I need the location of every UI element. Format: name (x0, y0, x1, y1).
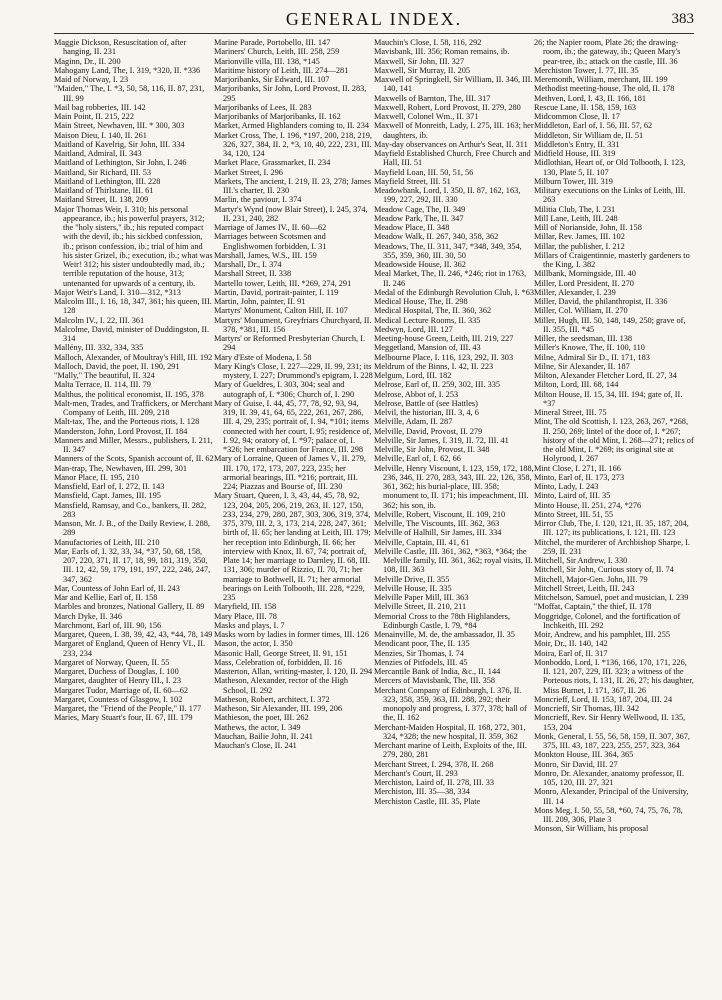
index-entry: Mitchell, Major-Gen. John, III. 79 (534, 574, 648, 584)
index-entry: Mathieson, the poet, III. 262 (214, 713, 309, 723)
index-entry: Monkton House, III. 364, 365 (534, 750, 634, 760)
index-entry: Merchant-Maiden Hospital, II. 168, 272, 301, 324, *328; the new hospital, II. 359, 362 (374, 722, 526, 741)
index-entry: Market Cross, The, I. 196, *197, 200, 218, 219, 326, 327, 384, II. 2, *3, 10, 40, 222, 231, III. 34, 120, 124 (214, 130, 372, 158)
index-entry: Miller, Lord President, II. 270 (534, 278, 634, 288)
index-entry: Merchant Street, I. 294, 378, II. 268 (374, 759, 494, 769)
index-entry: Mercers of Mavisbank, The, III. 358 (374, 676, 496, 686)
index-entry: Manners of the Scots, Spanish account of, II. 62 (54, 454, 214, 464)
index-entry: Mayfield Loan, III. 50, 51, 56 (374, 167, 474, 177)
index-entry: Meal Market, The, II. 246, *246; riot in 1763, II. 246 (374, 269, 527, 288)
index-entry: Matheson, Alexander, rector of the High School, II. 292 (214, 676, 348, 695)
index-entry: Mar, Earls of, I. 32, 33, 34, *37, 50, 68, 158, 207, 220, 371, II. 17, 18, 99, 181, 319, 350, III. 12, 42, 59, 179, 191, 197, 222, 246, 247, 347, 362 (54, 546, 211, 584)
index-entry: Maxwell of Springkell, Sir William, II. 346, III. 140, 141 (374, 75, 533, 94)
index-entry: Market Street, I. 296 (214, 167, 283, 177)
index-entry: Middleton's Entry, II. 331 (534, 139, 620, 149)
index-entry: Melville, Henry Viscount, I. 123, 159, 172, 188, 236, 346, II. 270, 283, 343, III. 22, 126, 358, 361, 362; his burial-place, III. 358; monument to, II. 171; his impeachment, III. 362; his son, ib. (374, 463, 534, 510)
index-entry: Maggie Dickson, Resuscitation of, after hanging, II. 231 (54, 38, 187, 57)
index-entry: Margaret of Norway, Queen, II. 55 (54, 657, 170, 667)
index-entry: Moir, Dr., II. 140, 142 (534, 639, 608, 649)
index-column-1 (54, 38, 214, 988)
index-entry: Masks and plays, I. 7 (214, 620, 285, 630)
index-entry: "Maiden," The, I. *3, 50, 58, 116, II. 87, 231, III. 99 (54, 84, 205, 103)
index-entry: Menainville, M. de, the ambassador, II. 35 (374, 630, 515, 639)
index-entry: Mansfield, Earl of, I. 272, II. 143 (54, 482, 165, 491)
index-entry: Mauchan, Bailie John, II. 241 (214, 731, 313, 741)
index-entry: Mint, The old Scottish, I. 123, 263, 267, *268, II. 250, 269; lintel of the door of, I. *267; history of the old Mint, I. 268—271; relics of the old Mint, I. *269; its original site at Holyrood, I. 267 (534, 417, 694, 464)
index-entry: Melville Castle, III. 361, 362, *363, *364; the Melville family, III. 361, 362; royal visits, II. 108, III. 363 (374, 546, 533, 575)
index-entry: Merchiston, III. 35—38, 334 (374, 787, 470, 797)
index-entry: Margaret of England, Queen of Henry VI., II. 233, 234 (54, 639, 206, 658)
index-entry: Menzies of Pitfodels, III. 45 (374, 657, 468, 667)
index-entry: Martin, John, painter, II. 91 (214, 297, 306, 306)
index-entry: Marine Parade, Portobello, III. 147 (214, 38, 331, 47)
page-number: 383 (671, 11, 694, 27)
index-entry: Maitland Street, II. 138, 209 (54, 195, 149, 205)
index-entry: Martyr's Wynd (now Blair Street), I. 245, 374, II. 231, 240, 282 (214, 204, 368, 223)
index-entry: Miller, the seedsman, III. 138 (534, 334, 633, 343)
index-entry: Millar, Rev. James, III. 102 (534, 232, 625, 242)
index-entry: Middleton, Earl of, I. 56, III. 57, 62 (534, 121, 653, 131)
index-entry: Martin, David, portrait-painter, I. 119 (214, 287, 339, 297)
index-entry: Mariners' Church, Leith, III. 258, 259 (214, 47, 340, 57)
index-entry: Mary King's Close, I. 227—229, II. 99, 231; its mystery, I. 227; Drummond's epigram, I. 228 (214, 361, 373, 380)
index-entry: Melville, David, Provost, II. 279 (374, 426, 483, 436)
index-entry: Maitland of Lethington, Sir John, I. 246 (54, 158, 187, 168)
index-entry: May-day observances on Arthur's Seat, II. 311 (374, 139, 528, 149)
index-entry: Manderston, John, Lord Provost, II. 184 (54, 426, 188, 436)
index-entry: Millars of Craigentinnie, masterly gardeners to the King, I. 382 (534, 250, 690, 269)
index-entry: Moir, Andrew, and his pamphlet, III. 255 (534, 630, 671, 639)
index-entry: Melrose, Battle of (see Hattles) (374, 398, 478, 408)
index-entry: Merchiston, Laird of, II. 278, III. 33 (374, 778, 495, 787)
index-entry: Mayfield Street, III. 51 (374, 176, 451, 186)
index-entry: Margaret, Countess of Glasgow, I. 102 (54, 694, 183, 704)
index-entry: Millar, the publisher, I. 212 (534, 241, 625, 251)
index-entry: Minto House, II. 251, 274, *276 (534, 500, 642, 510)
index-entry: Merchant's Court, II. 293 (374, 768, 458, 778)
index-entry: Melville, Robert, Viscount, II. 109, 210 (374, 509, 506, 519)
index-entry: Meadows, The, II. 311, 347, *348, 349, 354, 355, 359, 360, III. 30, 50 (374, 241, 522, 260)
index-entry: Meremonth, William, merchant, III. 199 (534, 75, 668, 84)
index-entry: Malt-tax, The, and the Porteous riots, I. 128 (54, 417, 200, 427)
index-entry: Mineral Street, III. 75 (534, 408, 607, 417)
index-entry: Mary of Guise, I. 44, 45, 77, 78, 92, 93, 94, 319, II. 39, 41, 64, 65, 222, 261, 267, 286, III. 4, 29, 235; portrait of, I. 94, *101; items connected with her court, I. 95; residence of, I. 92, 94; oratory of, I. *97; palace of, I. *326; her embarcation for France, III. 298 (214, 398, 372, 454)
index-entry: Maxwell, Robert, Lord Provost, II. 279, 280 (374, 102, 521, 112)
index-entry: Minto, Laird of, III. 35 (534, 491, 611, 501)
index-entry: Moira, Earl of, II. 317 (534, 648, 608, 658)
index-entry: Mill Lane, Leith, III. 248 (534, 213, 618, 223)
index-entry: Minto Street, III. 51, 55 (534, 509, 614, 519)
index-entry: Midlothian, Heart of, or Old Tolbooth, I. 123, 130, Plate 5, II. 107 (534, 158, 686, 177)
index-entry: Melville House, II. 335 (374, 583, 452, 593)
index-entry: Merchiston Castle, III. 35, Plate (374, 796, 481, 806)
index-entry: Malta Terrace, II. 114, III. 79 (54, 380, 151, 390)
index-entry: Melville, Adam, II. 287 (374, 417, 453, 427)
index-entry: Market, Armed Highlanders coming to, II. 234 (214, 121, 370, 131)
index-entry: Major Weir's Land, I. 310—312, *313 (54, 287, 181, 297)
index-entry: Manners and Miller, Messrs., publishers, I. 211, II. 347 (54, 435, 213, 454)
index-entry: Miller, Alexander, I. 239 (534, 287, 616, 297)
index-entry: Maxwell, Sir Murray, II. 205 (374, 65, 471, 75)
index-entry: Margaret Tudor, Marriage of, II. 60—62 (54, 685, 189, 695)
index-entry: Medical House, The, II. 298 (374, 297, 468, 306)
index-entry: Margaret, the "Friend of the People," II. 177 (54, 704, 202, 713)
index-entry: Moncrieff, Lord, II. 153, 187, 204, III. 24 (534, 694, 673, 704)
index-entry: "Moffat, Captain," the thief, II. 178 (534, 602, 652, 612)
index-entry: Midfield House, III. 319 (534, 149, 616, 158)
index-entry: 26; the Napier room, Plate 26; the drawing-room, ib.; the gateway, ib.; Queen Mary's pear-tree, ib.; attack on the castle, III. 36 (534, 38, 681, 66)
index-entry: Mary of Lorraine, Queen of James V., II. 279, III. 170, 172, 173, 207, 223, 235; her armorial bearings, III. *216; portrait, III. 224; Piazzas and Bourse of, III. 230 (214, 454, 366, 491)
index-entry: Mass, Celebration of, forbidden, II. 16 (214, 657, 342, 667)
index-entry: Mary of Gueldres, I. 303, 304; seal and autograph of, I. *306; Church of, I. 290 (214, 380, 355, 399)
index-entry: Mitchell, Sir Andrew, I. 330 (534, 556, 628, 565)
index-entry: Minto, Lady, I. 243 (534, 482, 599, 491)
index-entry: Marshall, Dr., I. 374 (214, 260, 282, 269)
index-entry: Monro, Alexander, Principal of the University, III. 14 (534, 787, 689, 806)
index-entry: Monk, General, I. 55, 56, 58, 159, II. 307, 367, 375, III. 43, 187, 223, 255, 257, 323, 364 (534, 731, 691, 750)
index-entry: Mar, Countess of John Earl of, II. 243 (54, 583, 180, 593)
index-entry: Methodist meeting-house, The old, II. 178 (534, 84, 675, 94)
index-entry: Melville Street, II. 210, 211 (374, 602, 467, 612)
index-entry: Matheson, Sir Alexander, III. 199, 206 (214, 704, 343, 713)
index-entry: Marriages between Scotsmen and Englishwomen forbidden, I. 31 (214, 232, 327, 251)
index-entry: Martyrs' Monument, Calton Hill, II. 107 (214, 306, 348, 316)
index-entry: Mansfield, Capt. James, III. 195 (54, 491, 161, 501)
index-column-4 (534, 38, 694, 988)
index-entry: Melville, Sir John, Provost, II. 348 (374, 445, 490, 454)
index-entry: Maxwells of Barnton, The, III. 317 (374, 93, 491, 103)
index-entry: Melrose, Earl of, II. 259, 302, III. 335 (374, 380, 501, 390)
index-entry: Masonic Hall, George Street, II. 91, 151 (214, 648, 348, 658)
index-entry: Miller, David, the philanthropist, II. 336 (534, 297, 668, 306)
index-entry: Mitchell Street, Leith, III. 243 (534, 583, 635, 593)
index-entry: Rescue Lane, II. 158, 159, 163 (534, 102, 637, 112)
index-entry: Maitland of Thirlstane, III. 61 (54, 186, 154, 195)
index-entry: Miller's Knowe, The, II. 100, 110 (534, 343, 645, 353)
index-entry: Maitland of Kavelrig, Sir John, III. 334 (54, 139, 185, 149)
index-entry: Manor Place, II. 195, 210 (54, 472, 140, 482)
index-entry: Melrose, Abbot of, I. 253 (374, 389, 459, 399)
index-entry: Midcommon Close, II. 17 (534, 112, 620, 121)
index-entry: Militia Club, The, I. 231 (534, 204, 616, 214)
index-entry: Mendicant poor, The, II. 135 (374, 639, 470, 649)
index-entry: Mail bag robberies, III. 142 (54, 102, 146, 112)
index-entry: Meadow Cage, The, II. 349 (374, 204, 466, 214)
index-columns (54, 38, 694, 988)
header-rule (54, 33, 694, 34)
index-entry: Mar and Kellie, Earl of, II. 158 (54, 593, 158, 602)
index-entry: Marshall, James, W.S., III. 159 (214, 250, 317, 260)
index-entry: Melvil, the historian, III. 3, 4, 6 (374, 408, 479, 417)
index-entry: Miller, Hugh, III. 50, 148, 149, 250; grave of, II. 355, III. *45 (534, 315, 686, 334)
index-entry: Meadow Walk, II. 267, 340, 358, 362 (374, 232, 499, 242)
index-entry: Minto, Earl of, II. 173, 273 (534, 472, 625, 482)
index-entry: Marjoribanks, Sir John, Lord Provost, II. 283, 295 (214, 84, 367, 103)
index-entry: Main Street, Newhaven, III. * 300, 303 (54, 121, 185, 131)
index-entry: March Dyke, II. 346 (54, 611, 122, 621)
index-entry: Marbles and bronzes, National Gallery, II. 89 (54, 602, 205, 612)
index-entry: Maid of Norway, I. 23 (54, 75, 129, 84)
index-entry: Maritime history of Leith, III. 274—281 (214, 65, 349, 75)
index-entry: Markets, The ancient, I. 219, II. 23, 278; James III.'s charter, II. 230 (214, 176, 371, 195)
index-entry: Maries, Mary Stuart's four, II. 67, III. 179 (54, 713, 193, 723)
index-entry: Margaret, daughter of Henry III., I. 23 (54, 676, 182, 686)
index-entry: Melville Drive, II. 355 (374, 574, 450, 584)
index-entry: Mary d'Este of Modena, I. 58 (214, 352, 312, 362)
index-entry: Malloch, David, the poet, II. 190, 291 (54, 361, 180, 371)
index-entry: Maitland, Admiral, II. 343 (54, 149, 142, 158)
index-entry: Meadow Park, The, II. 347 (374, 213, 464, 223)
index-entry: Monro, Sir David, III. 27 (534, 759, 618, 769)
index-entry: Mint Close, I. 271, II. 166 (534, 463, 621, 473)
index-entry: "Mally," The beautiful, II. 324 (54, 371, 155, 380)
index-entry: Martyrs' Monument, Greyfriars Churchyard, II. 378, *381, III. 156 (214, 315, 372, 334)
index-entry: Menzies, Sir Thomas, I. 74 (374, 648, 464, 658)
index-entry: Millbank, Morningside, III. 40 (534, 269, 636, 279)
index-entry: Mauchin's Close, I. 58, 116, 292 (374, 38, 482, 47)
index-entry: Methven, Lord, I. 43, II. 166, 181 (534, 93, 646, 103)
index-entry: Meadowbank, Lord, I. 350, II. 87, 162, 163, 199, 227, 292, III. 330 (374, 186, 521, 205)
index-entry: Melville, Earl of, I. 62, 66 (374, 454, 461, 464)
index-entry: Malcolm III., I. 16, 18, 347, 361; his queen, III. 128 (54, 297, 212, 316)
index-entry: Mayfield Established Church, Free Church and Hall, III. 51 (374, 149, 531, 168)
index-entry: Milton House, II. 15, 34, III. 194; gate of, II. *37 (534, 389, 683, 408)
index-entry: Malthus, the political economist, II. 195, 378 (54, 389, 204, 399)
index-entry: Military executions on the Links of Leith, III. 263 (534, 186, 686, 205)
index-entry: Margaret, Queen, I. 38, 39, 42, 43, *44, 78, 149 (54, 630, 213, 639)
index-entry: Monboddo, Lord, I. *136, 166, 170, 171, 226, II. 121, 207, 229, III. 323; a witness of the Porteous riots, I. 131, II. 26, 27; his daughter, Miss Burnet, I. 171, 367, II. 26 (534, 657, 694, 695)
index-entry: Melville Paper Mill, III. 363 (374, 593, 469, 602)
index-entry: Merchant Company of Edinburgh, I. 376, II. 323, 358, 359, 363, III. 288, 292; their monopoly and progress, I. 377, 378; hall of the, II. 162 (374, 685, 527, 723)
index-entry: Meggetland, Mansion of, III. 43 (374, 343, 481, 353)
index-entry: Marriage of James IV., II. 60—62 (214, 223, 327, 232)
index-entry: Marshall Street, II. 338 (214, 269, 292, 279)
index-entry: Maxwell, Colonel Wm., II. 371 (374, 112, 479, 121)
index-entry: Malcolme, David, minister of Duddingston, II. 314 (54, 324, 210, 343)
index-entry: Mallény, III. 332, 334, 335 (54, 343, 144, 353)
index-entry: Miller, Col. William, II. 270 (534, 306, 628, 316)
index-entry: Mary Stuart, Queen, I. 3, 43, 44, 45, 78, 92, 123, 204, 205, 206, 219, 263, II. 127, 150, 233, 234, 279, 280, 287, 303, 306, 319, 374, 375, 379, III. 2, 3, 173, 214, 228, 247, 361; birth of, II. 65; her landing at Leith, III. 179; her reception into Edinburgh, II. 66; her interview with Knox, II. 67, 74; portrait of, Plate 14; her marriage to Darnley, II. 68, III. 131, 306; murder of Rizzio, II. 70, 71; her marriage to Bothwell, II. 71; her armorial bearings on Leith Tolbooth, III. 228, *229, 235 (214, 491, 371, 602)
index-entry: Manson, Mr. J. B., of the Daily Review, I. 288, 289 (54, 519, 210, 538)
index-entry: Marjoribanks, Sir Edward, III. 107 (214, 75, 330, 84)
index-entry: Meadowside House, II. 362 (374, 260, 466, 269)
index-entry: Meldrum of the Binns, I. 42, II. 223 (374, 361, 494, 371)
index-entry: Maxwell, Sir John, III. 327 (374, 56, 465, 66)
index-entry: Merchant marine of Leith, Exploits of the, III. 279, 280, 281 (374, 741, 527, 760)
index-entry: Malloch, Alexander, of Moultray's Hill, III. 192 (54, 352, 213, 362)
index-entry: Maginn, Dr., II. 200 (54, 56, 121, 66)
index-entry: Maxwell of Monreith, Lady, I. 275, III. 163; her daughters, ib. (374, 121, 534, 140)
index-entry: Main Point, II. 215, 222 (54, 112, 134, 121)
index-entry: Milton, Alexander Fletcher Lord, II. 27, 34 (534, 371, 677, 380)
index-entry: Market Place, Grassmarket, II. 234 (214, 158, 331, 168)
index-entry: Manufactories of Leith, III. 210 (54, 537, 160, 547)
index-entry: Milne, Sir Alexander, II. 187 (534, 361, 630, 371)
index-entry: Mathews, the actor, I. 349 (214, 722, 301, 732)
index-entry: Mason, the actor, I. 350 (214, 639, 293, 649)
index-entry: Marchmont, Earl of, III. 90, 156 (54, 620, 162, 630)
index-entry: Melville, Sir James, I. 319, II. 72, III. 41 (374, 435, 509, 445)
index-entry: Monson, Sir William, his proposal (534, 824, 649, 834)
index-entry: Milne, Admiral Sir D., II. 171, 183 (534, 352, 650, 362)
index-entry: Mercantile Bank of India, &c., II. 144 (374, 667, 501, 676)
index-entry: Mill of Norianside, John, II. 158 (534, 223, 642, 232)
index-entry: Medical Hospital, The, II. 360, 362 (374, 306, 492, 316)
index-entry: Medical Lecture Rooms, II. 335 (374, 315, 481, 325)
index-entry: Martyrs' or Reformed Presbyterian Church, I. 294 (214, 334, 366, 353)
index-entry: Mitchelson, Samuel, poet and musician, I. 239 (534, 593, 689, 602)
index-entry: Moggridge, Colonel, and the fortification of Inchkeith, III. 292 (534, 611, 681, 630)
index-entry: Milburn Tower, III. 319 (534, 176, 613, 186)
index-column-3 (374, 38, 534, 988)
index-entry: Mirror Club, The, I. 120, 121, II. 35, 187, 204, III. 127; its publications, I. 121, III. 123 (534, 519, 689, 538)
index-entry: Mitchel, the murderer of Archbishop Sharpe, I. 259, II. 231 (534, 537, 690, 556)
index-entry: Marlin, the paviour, I. 374 (214, 195, 302, 205)
index-entry: Masterton, Allan, writing-master, I. 120, II. 294 (214, 667, 373, 676)
index-entry: Mauchan's Close, II. 241 (214, 741, 297, 750)
index-entry: Moncrieff, Sir Thomas, III. 342 (534, 704, 639, 713)
index-entry: Milton, Lord, III. 68, 144 (534, 380, 619, 390)
index-entry: Medal of the Edinburgh Revolution Club, I. *63 (374, 287, 534, 297)
index-entry: Monro, Dr. Alexander, anatomy professor, II. 105, 120, III. 27, 321 (534, 768, 685, 787)
index-entry: Melville, Captain, III. 41, 61 (374, 537, 470, 547)
index-entry: Margaret, Duchess of Douglas, I. 100 (54, 667, 179, 676)
page-header (54, 6, 694, 32)
index-entry: Melville of Halhill, Sir James, III. 334 (374, 528, 502, 538)
index-entry: Melgum, Lord, III. 182 (374, 371, 452, 380)
index-entry: Moncrieff, Rev. Sir Henry Wellwood, II. 135, 153, 204 (534, 713, 686, 732)
index-entry: Mitchell, Sir John, Curious story of, II. 74 (534, 565, 674, 575)
index-entry: Maitland, Sir Richard, III. 53 (54, 167, 152, 177)
index-entry: Melville, The Viscounts, III. 362, 363 (374, 519, 500, 528)
index-entry: Masks worn by ladies in former times, III. 126 (214, 630, 369, 639)
index-entry: Meadow Place, II. 348 (374, 223, 450, 232)
index-entry: Medwyn, Lord, III. 127 (374, 324, 453, 334)
index-entry: Middleton, Sir William de, II. 51 (534, 130, 644, 140)
index-entry: Merchiston Tower, I. 77, III. 35 (534, 65, 639, 75)
index-entry: Mavisbank, III. 356; Roman remains, ib. (374, 47, 510, 57)
index-entry: Meeting-house Green, Leith, III. 219, 227 (374, 334, 514, 343)
index-entry: Mahogany Land, The, I. 319, *320, II. *336 (54, 65, 201, 75)
index-entry: Mons Meg, I. 50, 55, 58, *60, 74, 75, 76, 78, III. 209, 306, Plate 3 (534, 805, 683, 824)
index-entry: Melbourne Place, I. 116, 123, 292, II. 303 (374, 352, 514, 362)
index-entry: Martello tower, Leith, III. *269, 274, 291 (214, 278, 352, 288)
index-entry: Maison Dieu, I. 140, II. 261 (54, 130, 147, 140)
index-entry: Maitland of Lethington, III. 228 (54, 176, 161, 186)
index-entry: Marionville villa, III. 138, *145 (214, 56, 320, 66)
index-entry: Marjoribanks of Marjoribanks, II. 162 (214, 112, 341, 121)
page-title: GENERAL INDEX. (285, 9, 463, 29)
index-entry: Mary Place, III. 78 (214, 611, 277, 621)
index-entry: Major Thomas Weir, I. 310; his personal appearance, ib.; his powerful prayers, 312; the "holy sisters," ib.; his reputed compact with the devil, ib.; his sickbed confession, ib.; prison confession, ib.; trial of him and his sister Grizel, ib.; execution, ib.; what was Weir! 312; his sister undoubtedly mad, ib.; terrible reputation of the house, 313; untenanted for upwards of a century, ib. (54, 204, 213, 288)
index-column-2 (214, 38, 374, 988)
index-entry: Memorial Cross to the 78th Highlanders, Edinburgh Castle, I. 79, *84 (374, 611, 510, 630)
index-entry: Mansfield, Ramsay, and Co., bankers, II. 282, 283 (54, 500, 207, 519)
index-entry: Malt-men, Trades, and Traffickers, or Merchant Company of Leith, III. 209, 218 (54, 398, 213, 417)
index-entry: Matheson, Robert, architect, I. 372 (214, 694, 330, 704)
index-entry: Malcolm IV., I. 22, III. 361 (54, 315, 145, 325)
index-entry: Man-trap, The, Newhaven, III. 299, 301 (54, 463, 188, 473)
index-entry: Marjoribanks of Lees, II. 283 (214, 102, 312, 112)
index-entry: Maryfield, III. 158 (214, 602, 277, 612)
